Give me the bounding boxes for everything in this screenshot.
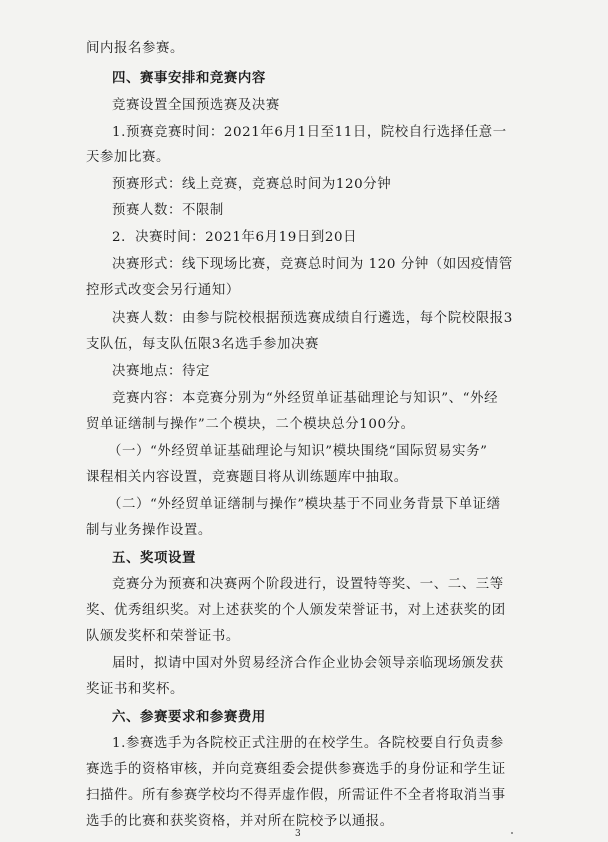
text-line: 竞赛内容：本竞赛分别为“外经贸单证基础理论与知识”、“外经 xyxy=(112,391,499,406)
text-line: 2．决赛时间：2021年6月19日到20日 xyxy=(112,230,358,245)
text-line: 奖、优秀组织奖。对上述获奖的个人颁发荣誉证书，对上述获奖的团 xyxy=(86,603,506,618)
text-line: 1.预赛竞赛时间：2021年6月1日至11日，院校自行选择任意一 xyxy=(112,125,507,140)
text-line: 赛选手的资格审核，并向竞赛组委会提供参赛选手的身份证和学生证 xyxy=(86,762,506,777)
text-line: 1.参赛选手为各院校正式注册的在校学生。各院校要自行负责参 xyxy=(112,736,504,751)
text-line: 支队伍，每支队伍限3名选手参加决赛 xyxy=(86,337,319,352)
text-line: 间内报名参赛。 xyxy=(86,41,184,56)
text-line: 选手的比赛和获奖资格，并对所在院校予以通报。 xyxy=(86,814,394,829)
text-line: 届时，拟请中国对外贸易经济合作企业协会领导亲临现场颁发获 xyxy=(112,656,504,671)
text-line: 奖证书和奖杯。 xyxy=(86,682,184,697)
text-line: 竞赛分为预赛和决赛两个阶段进行，设置特等奖、一、二、三等 xyxy=(112,577,504,592)
text-line: 预赛人数：不限制 xyxy=(112,203,224,218)
text-line: （二）“外经贸单证缮制与操作”模块基于不同业务背景下单证缮 xyxy=(108,497,501,512)
text-line: 天参加比赛。 xyxy=(86,150,170,165)
text-line: 决赛形式：线下现场比赛，竞赛总时间为 120 分钟（如因疫情管 xyxy=(112,257,513,272)
section-heading-4: 四、赛事安排和竞赛内容 xyxy=(112,70,266,86)
text-line: 竞赛设置全国预选赛及决赛 xyxy=(112,98,280,113)
text-line: 决赛人数：由参与院校根据预选赛成绩自行遴选，每个院校限报3 xyxy=(112,311,513,326)
text-line: 贸单证缮制与操作”二个模块，二个模块总分100分。 xyxy=(86,417,415,432)
section-heading-6: 六、参赛要求和参赛费用 xyxy=(112,709,266,725)
section-heading-5: 五、奖项设置 xyxy=(112,550,196,566)
scan-speck xyxy=(511,832,513,834)
text-line: 扫描件。所有参赛学校均不得弄虚作假，所需证件不全者将取消当事 xyxy=(86,788,506,803)
page-number: 3 xyxy=(295,829,301,839)
text-line: 决赛地点：待定 xyxy=(112,364,210,379)
text-line: （一）“外经贸单证基础理论与知识”模块围绕“国际贸易实务” xyxy=(108,444,488,459)
text-line: 队颁发奖杯和荣誉证书。 xyxy=(86,629,240,644)
text-line: 课程相关内容设置，竞赛题目将从训练题库中抽取。 xyxy=(86,470,408,485)
text-line: 控形式改变会另行通知） xyxy=(86,283,240,298)
text-line: 预赛形式：线上竞赛，竞赛总时间为120分钟 xyxy=(112,177,392,192)
text-line: 制与业务操作设置。 xyxy=(86,523,212,538)
